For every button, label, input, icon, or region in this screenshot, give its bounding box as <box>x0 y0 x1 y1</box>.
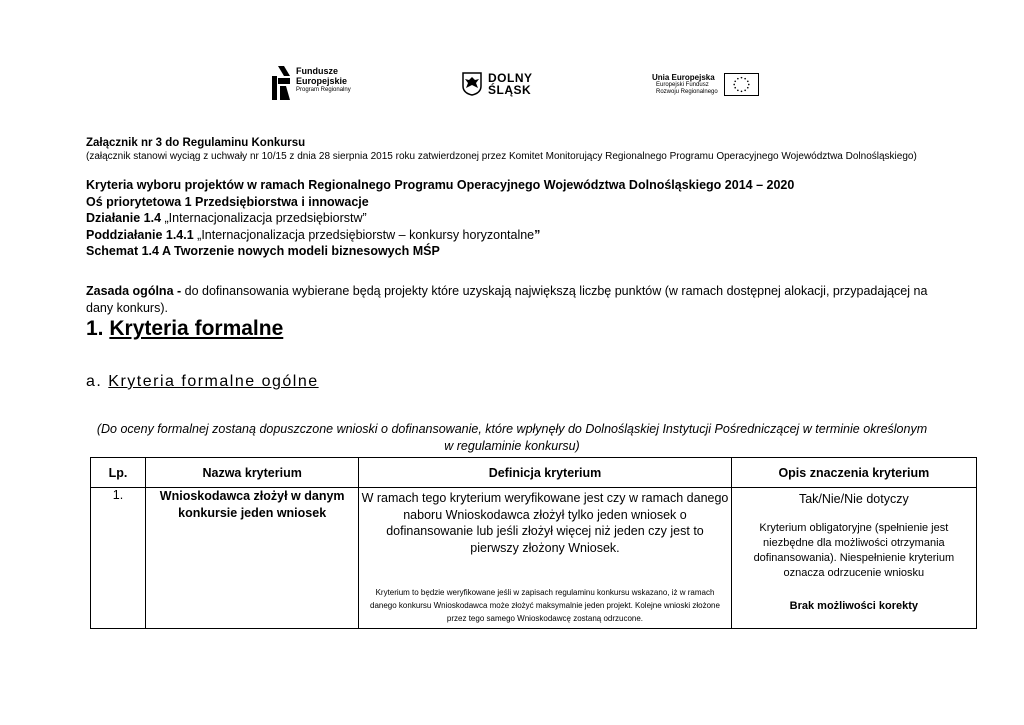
definition-main: W ramach tego kryterium weryfikowane jest czy w ramach danego naboru Wnioskodawca złożył tylko jeden wniosek o dofinansowanie lub jeśli złożył więcej niż jeden czy jest to pierwszy złożony Wniosek. <box>361 491 729 555</box>
scheme-line: Schemat 1.4 A Tworzenie nowych modeli biznesowych MŚP <box>86 244 440 258</box>
fe-line2: Europejskie <box>296 76 348 86</box>
ds-line2: ŚLĄSK <box>488 83 532 97</box>
annex-subtitle: (załącznik stanowi wyciąg z uchwały nr 10/15 z dnia 28 sierpnia 2015 roku zatwierdzonej przez Komitet Monitorujący Regionalnego Programu Operacyjnego Województwa Dolnośląskiego) <box>86 151 917 162</box>
section-number: 1. <box>86 317 110 340</box>
ds-line1: DOLNY <box>488 71 533 85</box>
table-row <box>91 488 977 629</box>
annex-header <box>86 137 966 163</box>
row-description <box>731 488 976 629</box>
header-definition: Definicja kryterium <box>359 458 731 488</box>
principle-label: Zasada ogólna - <box>86 284 182 298</box>
subsection-title: Kryteria formalne ogólne <box>108 373 319 390</box>
annex-title: Załącznik nr 3 do Regulaminu Konkursu <box>86 137 306 149</box>
criteria-title: Kryteria wyboru projektów w ramach Regionalnego Programu Operacyjnego Województwa Dolnośląskiego 2014 – 2020 <box>86 178 795 192</box>
action-label: Działanie 1.4 <box>86 211 162 225</box>
header-description: Opis znaczenia kryterium <box>731 458 976 488</box>
definition-note: Kryterium to będzie weryfikowane jeśli w zapisach regulaminu konkursu wskazano, iż w ramach danego konkursu Wnioskodawca może złożyć maksymalnie jeden projekt. Kolejne wnioski złożone przez tego samego Wnioskodawcę zostaną odrzucone. <box>370 588 720 623</box>
ue-line2: Europejski Fundusz <box>656 82 709 88</box>
description-values: Tak/Nie/Nie dotyczy <box>798 492 909 506</box>
ue-line1: Unia Europejska <box>652 73 715 82</box>
row-definition <box>359 488 731 629</box>
row-name: Wnioskodawca złożył w danym konkursie jeden wniosek <box>146 488 359 629</box>
general-principle <box>86 283 956 316</box>
principle-text: do dofinansowania wybierane będą projekty które uzyskają największą liczbę punktów (w ramach dostępnej alokacji, przypadającej na dany konkurs). <box>86 284 928 315</box>
subaction-value: „Internacjonalizacja przedsiębiorstw – konkursy horyzontalne <box>193 227 535 242</box>
section-heading <box>86 316 283 342</box>
row-lp: 1. <box>91 488 146 629</box>
subaction-end: ” <box>534 227 541 242</box>
logo-bar <box>0 66 1024 102</box>
criteria-header <box>86 177 966 260</box>
evaluation-note: (Do oceny formalnej zostaną dopuszczone wnioski o dofinansowanie, które wpłynęły do Dolnośląskiej Instytucji Pośredniczącej w terminie określonym w regulaminie konkursu) <box>96 422 928 453</box>
fe-line1: Fundusze <box>296 66 338 76</box>
priority-axis: Oś priorytetowa 1 Przedsiębiorstwa i innowacje <box>86 194 369 209</box>
fe-line3: Program Regionalny <box>296 87 351 93</box>
header-lp: Lp. <box>91 458 146 488</box>
subsection-number: a. <box>86 373 109 390</box>
dolny-slask-logo <box>462 72 533 96</box>
section-title: Kryteria formalne <box>109 317 284 340</box>
description-text: Kryterium obligatoryjne (spełnienie jest niezbędne dla możliwości otrzymania dofinansowania). Niespełnienie kryterium oznacza odrzucenie wniosku <box>753 522 955 579</box>
fundusze-europejskie-logo <box>272 66 351 100</box>
subaction-label: Poddziałanie 1.4.1 <box>86 227 194 242</box>
eu-flag-icon <box>724 73 759 96</box>
description-correction: Brak możliwości korekty <box>789 600 919 612</box>
action-value: „Internacjonalizacja przedsiębiorstw” <box>161 211 367 225</box>
criteria-table <box>90 457 977 629</box>
ue-line3: Rozwoju Regionalnego <box>656 89 718 95</box>
unia-europejska-logo <box>652 73 759 96</box>
fe-star-icon <box>272 66 290 100</box>
header-name: Nazwa kryterium <box>146 458 359 488</box>
eagle-shield-icon <box>462 72 482 96</box>
action-line <box>86 210 966 227</box>
subaction-line <box>86 227 966 244</box>
table-header-row <box>91 458 977 488</box>
subsection-heading <box>86 372 319 392</box>
